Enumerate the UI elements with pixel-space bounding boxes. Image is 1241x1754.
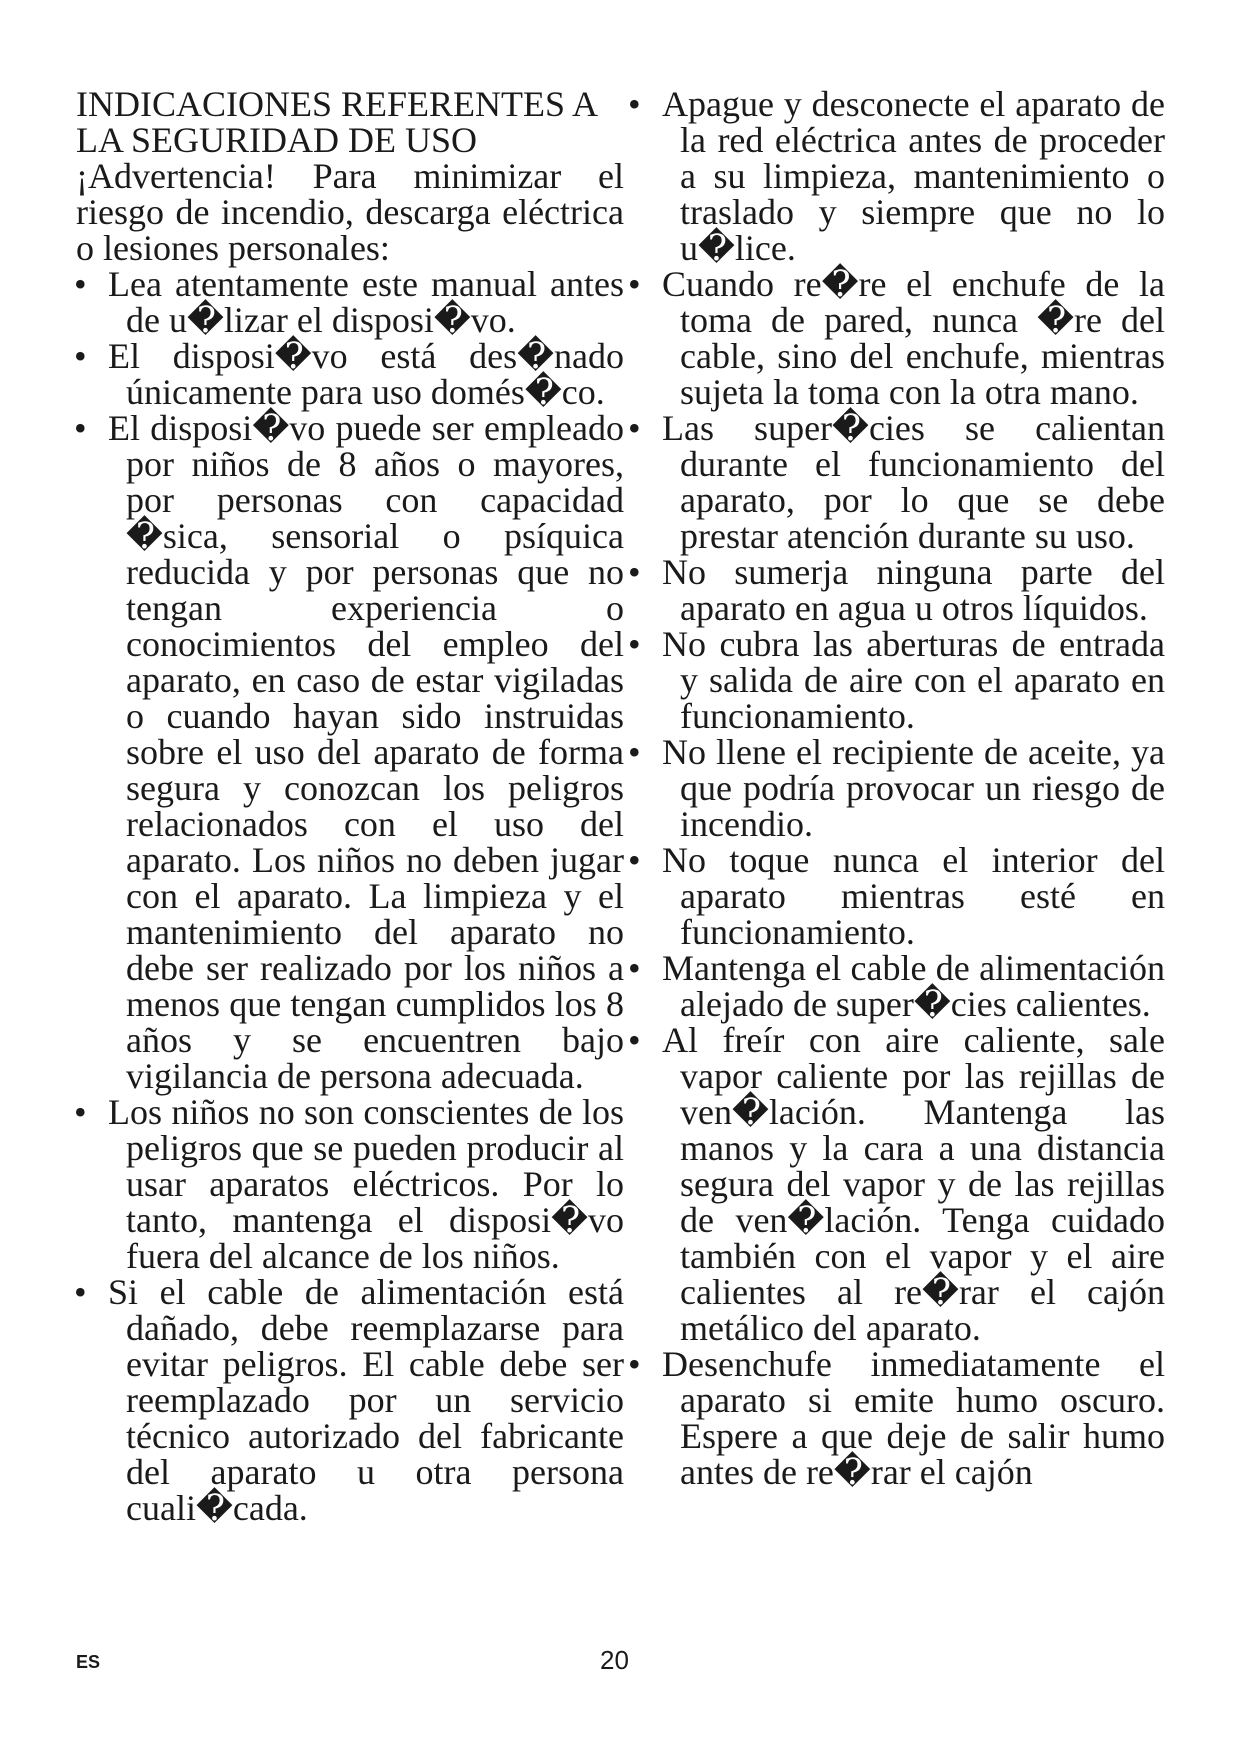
list-item: • Las super�cies se calientan durante el funcionamiento del aparato, por lo que se debe prestar atención durante su uso. bbox=[630, 410, 1165, 554]
list-item: • Los niños no son conscientes de los peligros que se pueden producir al usar aparatos eléctricos. Por lo tanto, mantenga el disposi�vo fuera del alcance de los niños. bbox=[76, 1094, 624, 1274]
list-item: • Si el cable de alimentación está dañado, debe reemplazarse para evitar peligros. El cable debe ser reemplazado por un servicio técnico autorizado del fabricante del aparato u otra persona cuali�cada. bbox=[76, 1274, 624, 1526]
list-item: • No toque nunca el interior del aparato mientras esté en funcionamiento. bbox=[630, 842, 1165, 950]
left-column bbox=[76, 86, 624, 1526]
page-number: 20 bbox=[600, 1645, 629, 1675]
section-heading: INDICACIONES REFERENTES A LA SEGURIDAD DE USO bbox=[76, 84, 597, 160]
list-item: • El disposi�vo está des�nado únicamente para uso domés�co. bbox=[76, 338, 624, 410]
list-item: • El disposi�vo puede ser empleado por niños de 8 años o mayores, por personas con capacidad �sica, sensorial o psíquica reducida y por personas que no tengan experiencia o conocimientos del empleo del aparato, en caso de estar vigiladas o cuando hayan sido instruidas sobre el uso del aparato de forma segura y conozcan los peligros relacionados con el uso del aparato. Los niños no deben jugar con el aparato. La limpieza y el mantenimiento del aparato no debe ser realizado por los niños a menos que tengan cumplidos los 8 años y se encuentren bajo vigilancia de persona adecuada. bbox=[76, 410, 624, 1094]
left-safety-list bbox=[76, 266, 624, 1526]
list-item: • Cuando re�re el enchufe de la toma de pared, nunca �re del cable, sino del enchufe, mientras sujeta la toma con la otra mano. bbox=[630, 266, 1165, 410]
list-item: • Lea atentamente este manual antes de u�lizar el disposi�vo. bbox=[76, 266, 624, 338]
language-code: ES bbox=[76, 1652, 101, 1672]
list-item: • Desenchufe inmediatamente el aparato si emite humo oscuro. Espere a que deje de salir humo antes de re�rar el cajón bbox=[630, 1346, 1165, 1490]
list-item: • No cubra las aberturas de entrada y salida de aire con el aparato en funcionamiento. bbox=[630, 626, 1165, 734]
list-item: • Al freír con aire caliente, sale vapor caliente por las rejillas de ven�lación. Mantenga las manos y la cara a una distancia segura del vapor y de las rejillas de ven�lación. Tenga cuidado también con el vapor y el aire calientes al re�rar el cajón metálico del aparato. bbox=[630, 1022, 1165, 1346]
right-safety-list bbox=[630, 86, 1165, 1490]
list-item: • Apague y desconecte el aparato de la red eléctrica antes de proceder a su limpieza, mantenimiento o traslado y siempre que no lo u�lice. bbox=[630, 86, 1165, 266]
list-item: • Mantenga el cable de alimentación alejado de super�cies calientes. bbox=[630, 950, 1165, 1022]
warning-intro: ¡Advertencia! Para minimizar el riesgo de incendio, descarga eléctrica o lesiones personales: bbox=[76, 156, 624, 268]
list-item: • No llene el recipiente de aceite, ya que podría provocar un riesgo de incendio. bbox=[630, 734, 1165, 842]
list-item: • No sumerja ninguna parte del aparato en agua u otros líquidos. bbox=[630, 554, 1165, 626]
right-column bbox=[630, 86, 1165, 1490]
